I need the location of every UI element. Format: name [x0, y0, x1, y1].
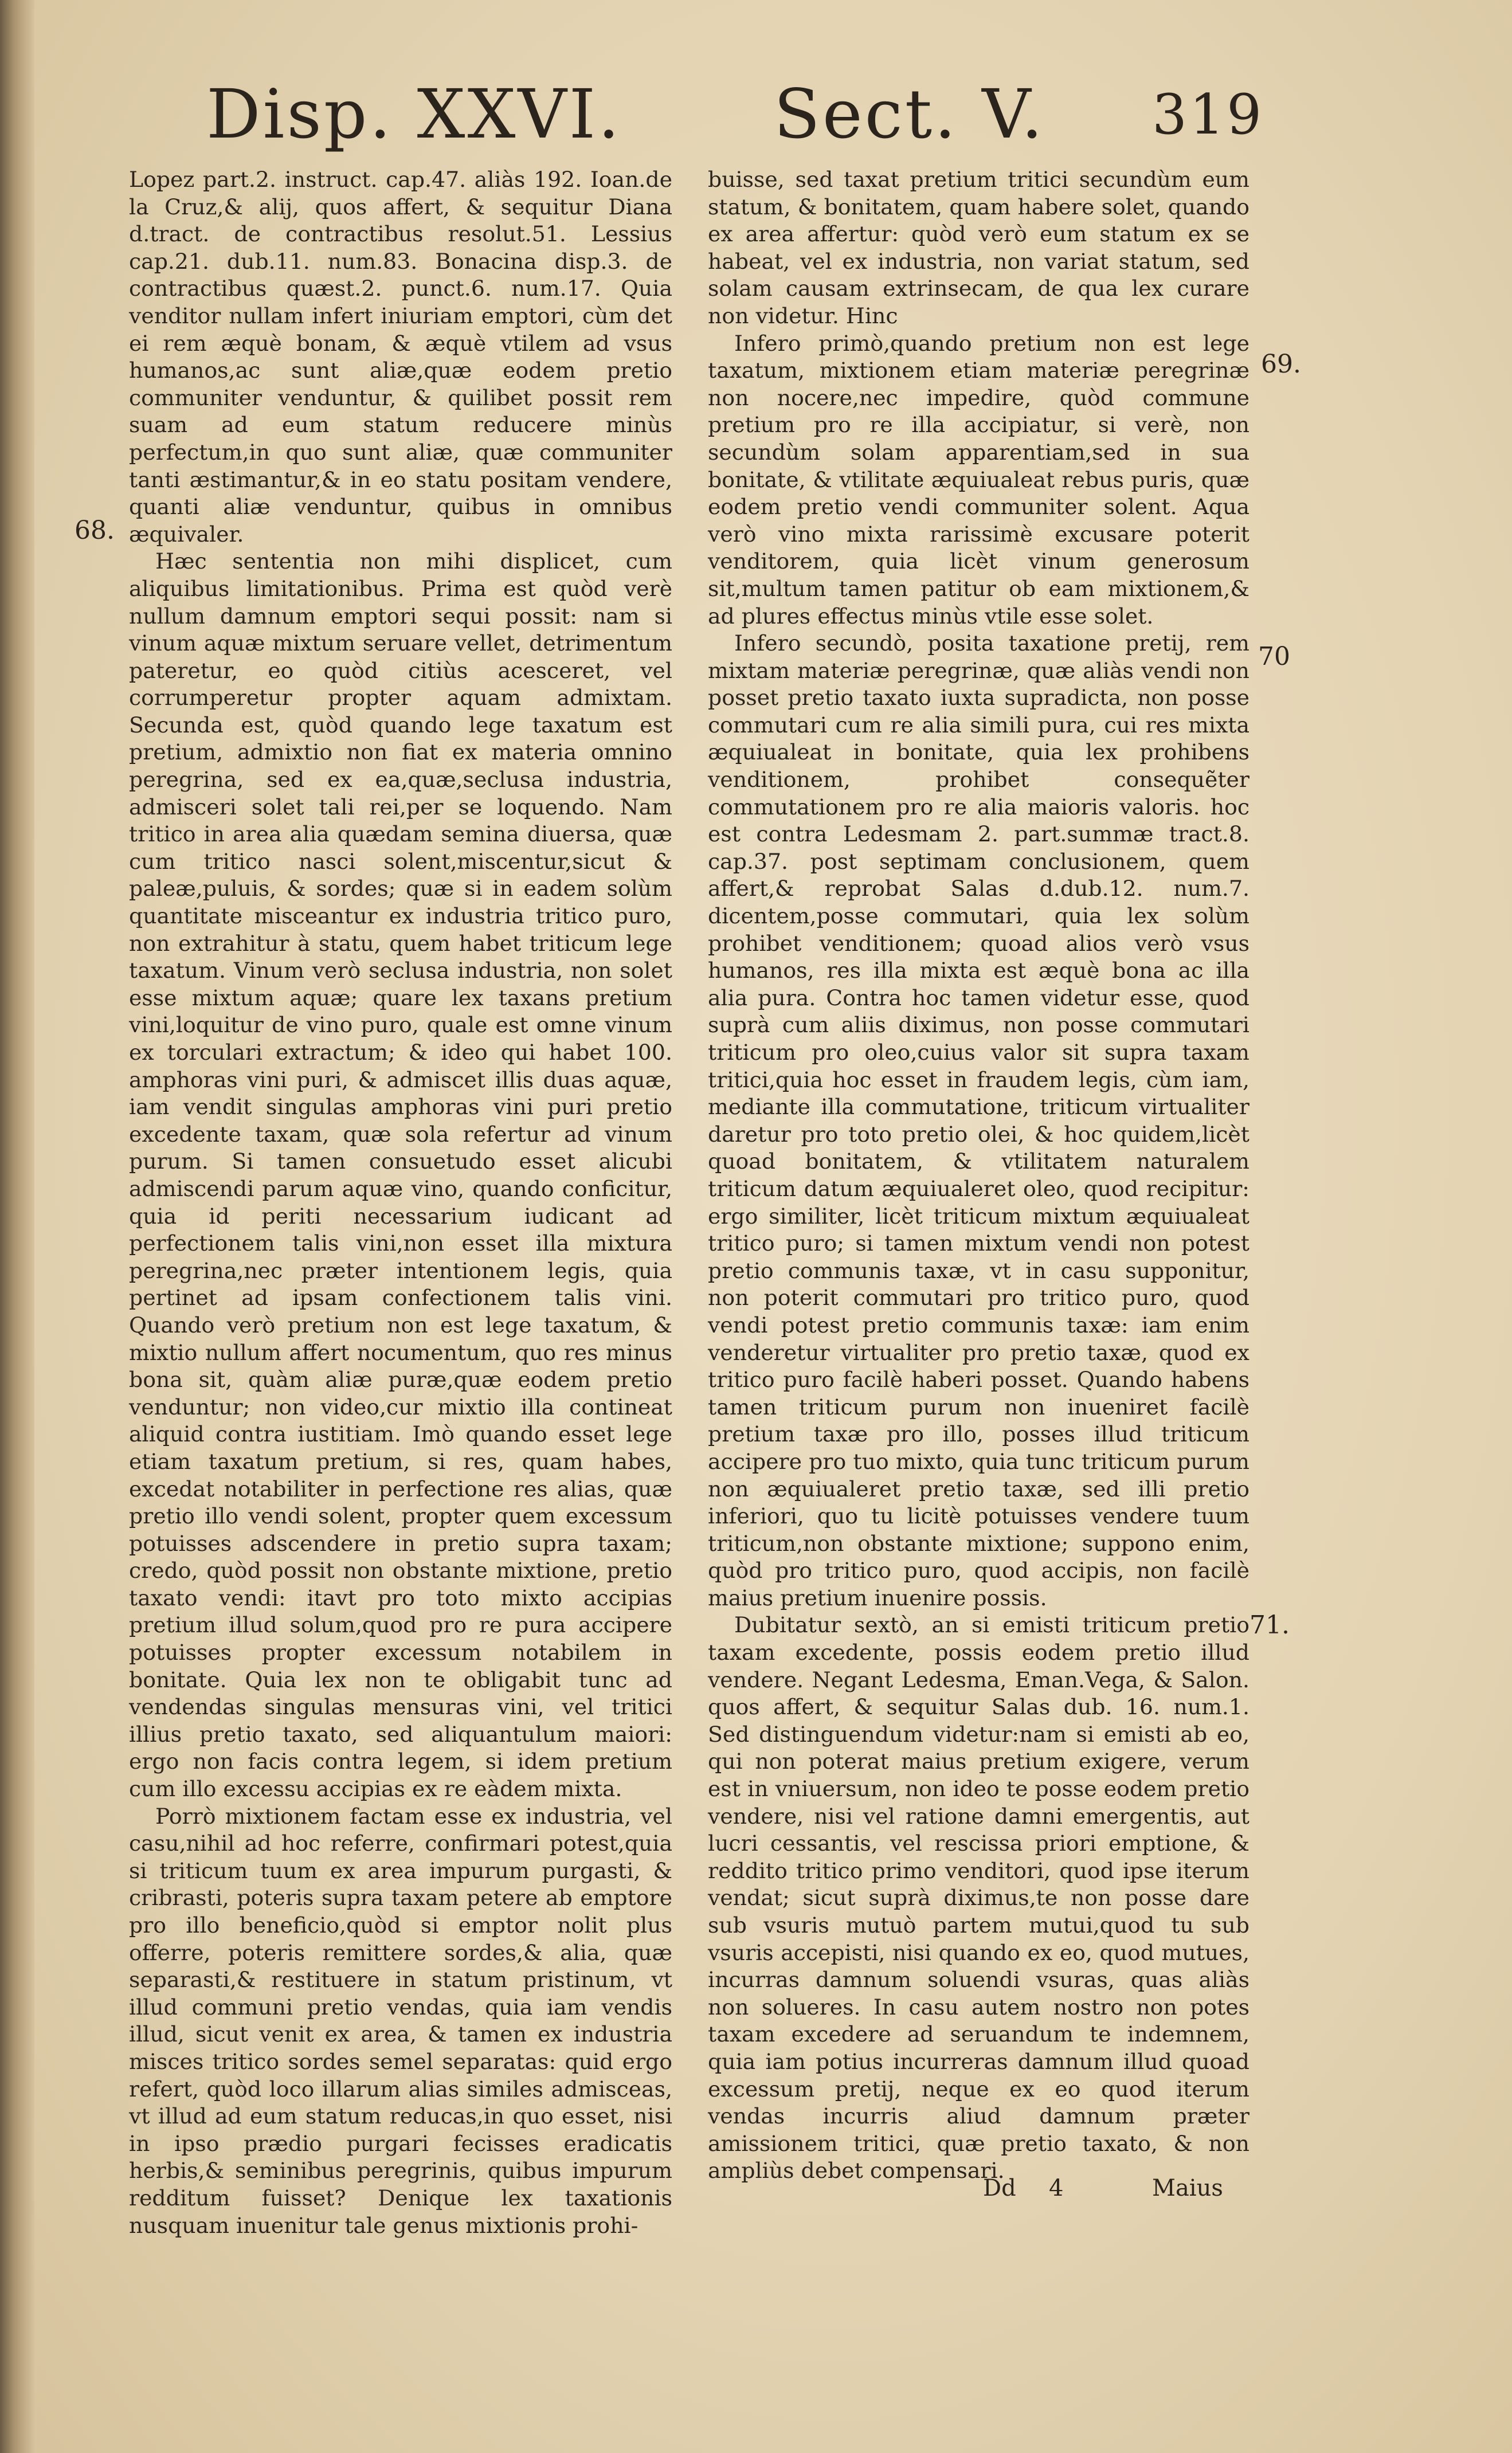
right-column — [708, 166, 1249, 2185]
left-column — [129, 166, 672, 2239]
running-header — [0, 75, 1512, 166]
page-number: 319 — [1152, 83, 1264, 147]
paragraph: Lopez part.2. instruct. cap.47. aliàs 192. Ioan.de la Cruz,& alij, quos affert, & sequitur Diana d.tract. de contractibus resolut.51. Lessius cap.21. dub.11. num.83. Bonacina disp.3. de contractibus quæst.2. punct.6. num.17. Quia venditor nullam infert iniuriam emptori, cùm det ei rem æquè bonam, & æquè vtilem ad vsus humanos,ac sunt aliæ,quæ eodem pretio communiter venduntur, & quilibet possit rem suam ad eum statum reducere minùs perfectum,in quo sunt aliæ, quæ communiter tanti æstimantur,& in eo statu positam vendere, quanti aliæ venduntur, quibus in omnibus æquivaler. — [129, 167, 672, 547]
margin-number: 71. — [1249, 1610, 1290, 1640]
header-section: Sect. V. — [774, 75, 1045, 154]
signature-mark: Dd — [983, 2175, 1016, 2201]
catchword: Maius — [1152, 2175, 1223, 2201]
paragraph: Infero secundò, posita taxatione pretij, rem mixtam materiæ peregrinæ, quæ aliàs vendi non posset pretio taxato iuxta supradicta, non posse commutari cum re alia simili pura, cui res mixta æquiualeat in bonitate, quia lex prohibens venditionem, prohibet consequẽter commutationem pro re alia maioris valoris. hoc est contra Ledesmam 2. part.summæ tract.8. cap.37. post septimam conclusionem, quem affert,& reprobat Salas d.dub.12. num.7. dicentem,posse commutari, quia lex solùm prohibet venditionem; quoad alios verò vsus humanos, res illa mixta est æquè bona ac illa alia pura. Contra hoc tamen videtur esse, quod suprà cum aliis diximus, non posse commutari triticum pro oleo,cuius valor sit supra taxam tritici,quia hoc esset in fraudem legis, cùm iam, mediante illa commutatione, triticum virtualiter daretur pro toto pretio olei, & hoc quidem,licèt quoad bonitatem, & vtilitatem naturalem triticum datum æquiualeret oleo, quod recipitur: ergo similiter, licèt triticum mixtum æquiualeat tritico puro; si tamen mixtum vendi non potest pretio communis taxæ, vt in casu supponitur, non poterit commutari pro tritico puro, quod vendi potest pretio communis taxæ: iam enim venderetur virtualiter pro pretio taxæ, quod ex tritico puro facilè haberi posset. Quando habens tamen triticum purum non inueniret facilè pretium taxæ pro illo, posses illud triticum accipere pro tuo mixto, quia tunc triticum purum non æquiualeret pretio taxæ, sed illi pretio inferiori, quo tu licitè potuisses vendere tuum triticum,non obstante mixtione; suppono enim, quòd pro tritico puro, quod accipis, non facilè maius pretium inuenire possis. — [708, 630, 1249, 1610]
margin-number: 68. — [75, 516, 115, 545]
signature-number: 4 — [1049, 2175, 1064, 2201]
paragraph: Hæc sententia non mihi displicet, cum aliquibus limitationibus. Prima est quòd verè nullum damnum emptori sequi possit: nam si vinum aquæ mixtum seruare vellet, detrimentum pateretur, eo quòd citiùs acesceret, vel corrumperetur propter aquam admixtam. Secunda est, quòd quando lege taxatum est pretium, admixtio non fiat ex materia omnino peregrina, sed ex ea,quæ,seclusa industria, admisceri solet tali rei,per se loquendo. Nam tritico in area alia quædam semina diuersa, quæ cum tritico nasci solent,miscentur,sicut & paleæ,puluis, & sordes; quæ si in eadem solùm quantitate misceantur ex industria tritico puro, non extrahitur à statu, quem habet triticum lege taxatum. Vinum verò seclusa industria, non solet esse mixtum aquæ; quare lex taxans pretium vini,loquitur de vino puro, quale est omne vinum ex torculari extractum; & ideo qui habet 100. amphoras vini puri, & admiscet illis duas aquæ, iam vendit singulas amphoras vini puri pretio excedente taxam, quæ sola refertur ad vinum purum. Si tamen consuetudo esset alicubi admiscendi parum aquæ vino, quando conficitur, quia id periti necessarium iudicant ad perfectionem talis vini,non esset illa mixtura peregrina,nec præter intentionem legis, quia pertinet ad ipsam confectionem talis vini. Quando verò pretium non est lege taxatum, & mixtio nullum affert nocumentum, quo res minus bona sit, quàm aliæ puræ,quæ eodem pretio venduntur; non video,cur mixtio illa contineat aliquid contra iustitiam. Imò quando esset lege etiam taxatum pretium, si res, quam habes, excedat notabiliter in perfectione res alias, quæ pretio illo vendi solent, propter quem excessum potuisses adscendere in pretio supra taxam; credo, quòd possit non obstante mixtione, pretio taxato vendi: itavt pro toto mixto accipias pretium illud solum,quod pro re pura accipere potuisses propter excessum notabilem in bonitate. Quia lex non te obligabit tunc ad vendendas singulas mensuras vini, vel tritici illius pretio taxato, sed aliquantulum maiori: ergo non facis contra legem, si idem pretium cum illo excessu accipias ex re eàdem mixta. — [129, 548, 672, 1802]
paragraph: Porrò mixtionem factam esse ex industria, vel casu,nihil ad hoc referre, confirmari potest,quia si triticum tuum ex area impurum purgasti, & cribrasti, poteris supra taxam petere ab emptore pro illo beneficio,quòd si emptor nolit plus offerre, poteris remittere sordes,& alia, quæ separasti,& restituere in statum pristinum, vt illud communi pretio vendas, quia iam vendis illud, sicut venit ex area, & tamen ex industria misces tritico sordes semel separatas: quid ergo refert, quòd loco illarum alias similes admisceas, vt illud ad eum statum reducas,in quo esset, nisi in ipso prædio purgari fecisses eradicatis herbis,& seminibus peregrinis, quibus impurum redditum fuisset? Denique lex taxationis nusquam inuenitur tale genus mixtionis prohi- — [129, 1803, 672, 2238]
paragraph: Infero primò,quando pretium non est lege taxatum, mixtionem etiam materiæ peregrinæ non nocere,nec impedire, quòd commune pretium pro re illa accipiatur, si verè, non secundùm solam apparentiam,sed in sua bonitate, & vtilitate æquiualeat rebus puris, quæ eodem pretio vendi communiter solent. Aqua verò vino mixta rarissimè excusare poterit venditorem, quia licèt vinum generosum sit,multum tamen patitur ob eam mixtionem,& ad plures effectus minùs vtile esse solet. — [708, 330, 1249, 629]
paragraph: buisse, sed taxat pretium tritici secundùm eum statum, & bonitatem, quam habere solet, quando ex area affertur: quòd verò eum statum ex se habeat, vel ex industria, non variat statum, sed solam causam extrinsecam, de qua lex curare non videtur. Hinc — [708, 167, 1249, 328]
margin-number: 69. — [1261, 350, 1301, 379]
page-binding-shadow — [0, 0, 34, 2453]
paragraph: Dubitatur sextò, an si emisti triticum pretio taxam excedente, possis eodem pretio illud vendere. Negant Ledesma, Eman.Vega, & Salon. quos affert, & sequitur Salas dub. 16. num.1. Sed distinguendum videtur:nam si emisti ab eo, qui non poterat maius pretium exigere, verum est in vniuersum, non ideo te posse eodem pretio vendere, nisi vel ratione damni emergentis, aut lucri cessantis, vel rescissa priori emptione, & reddito tritico primo venditori, quod ipse iterum vendat; sicut suprà diximus,te non posse dare sub vsuris mutuò partem mutui,quod tu sub vsuris accepisti, nisi quando ex eo, quod mutues, incurras damnum soluendi vsuras, quas aliàs non solueres. In casu autem nostro non potes taxam excedere ad seruandum te indemnem, quia iam potius incurreras damnum illud quoad excessum pretij, neque ex eo quod iterum vendas incurris aliud damnum præter amissionem tritici, quæ pretio taxato, & non ampliùs debet compensari. — [708, 1612, 1249, 2184]
margin-number: 70 — [1258, 642, 1290, 671]
header-disputation: Disp. XXVI. — [206, 75, 622, 154]
